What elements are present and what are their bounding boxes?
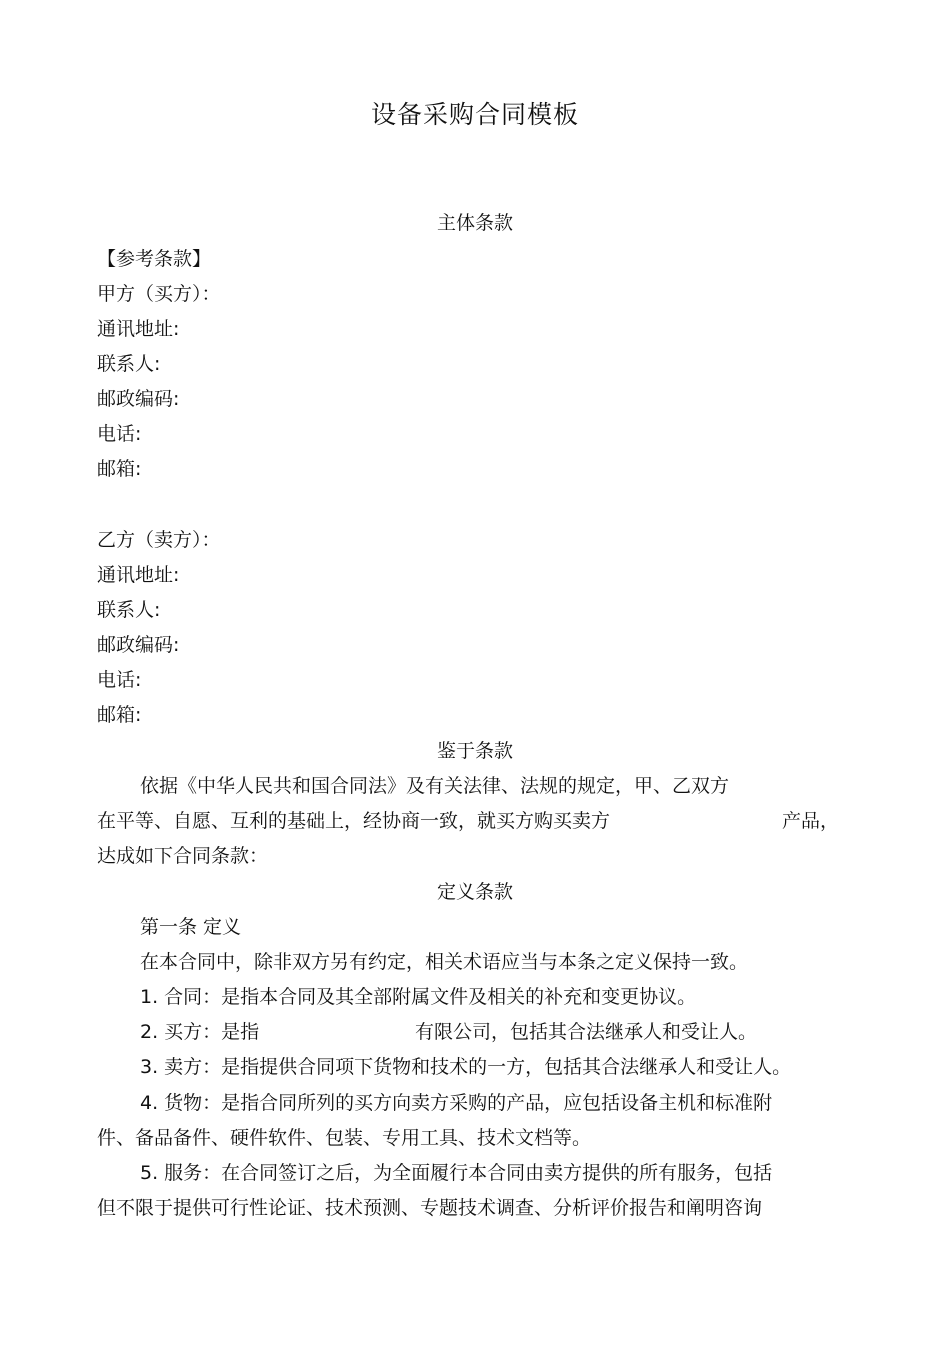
party-a-phone: 电话: <box>97 423 142 445</box>
party-b-contact: 联系人: <box>97 599 161 621</box>
reference-label: 【参考条款】 <box>97 248 212 270</box>
party-a-address: 通讯地址: <box>97 318 180 340</box>
party-b-phone: 电话: <box>97 669 142 691</box>
party-a-email: 邮箱: <box>97 458 142 480</box>
definition-item-3: 3. 卖方：是指提供合同项下货物和技术的一方，包括其合法继承人和受让人。 <box>140 1056 792 1078</box>
definition-item-5-line-1: 5. 服务：在合同签订之后，为全面履行本合同由卖方提供的所有服务，包括 <box>140 1162 773 1184</box>
definition-item-5-line-2: 但不限于提供可行性论证、技术预测、专题技术调查、分析评价报告和阐明咨询 <box>97 1197 763 1219</box>
whereas-line-3: 达成如下合同条款： <box>97 845 269 867</box>
party-b-label: 乙方（卖方）： <box>97 529 221 551</box>
definition-item-4-line-1: 4. 货物：是指合同所列的买方向卖方采购的产品，应包括设备主机和标准附 <box>140 1092 773 1114</box>
section-heading-definitions: 定义条款 <box>436 881 513 903</box>
party-b-postcode: 邮政编码: <box>97 634 180 656</box>
party-a-label: 甲方（买方）： <box>97 283 221 305</box>
party-a-contact: 联系人: <box>97 353 161 375</box>
article-1-heading: 第一条 定义 <box>140 916 242 938</box>
party-b-address: 通讯地址: <box>97 564 180 586</box>
whereas-line-2-text: 在平等、自愿、互利的基础上，经协商一致，就买方购买卖方 <box>97 810 611 832</box>
whereas-line-2 <box>97 806 840 836</box>
definition-item-2-prefix: 2. 买方：是指 <box>140 1021 260 1043</box>
definition-item-1: 1. 合同：是指本合同及其全部附属文件及相关的补充和变更协议。 <box>140 986 697 1008</box>
section-heading-whereas: 鉴于条款 <box>436 740 513 762</box>
definition-item-4-line-2: 件、备品备件、硬件软件、包装、专用工具、技术文档等。 <box>97 1127 592 1149</box>
whereas-line-1: 依据《中华人民共和国合同法》及有关法律、法规的规定，甲、乙双方 <box>140 775 730 797</box>
party-a-postcode: 邮政编码: <box>97 388 180 410</box>
whereas-product: 产品， <box>782 810 840 832</box>
article-1-intro: 在本合同中，除非双方另有约定，相关术语应当与本条之定义保持一致。 <box>140 951 749 973</box>
definition-item-2-suffix: 有限公司，包括其合法继承人和受让人。 <box>415 1021 758 1043</box>
party-b-email: 邮箱: <box>97 704 142 726</box>
document-title: 设备采购合同模板 <box>370 100 579 129</box>
section-heading-main: 主体条款 <box>436 212 513 234</box>
definition-item-2 <box>140 1017 830 1047</box>
